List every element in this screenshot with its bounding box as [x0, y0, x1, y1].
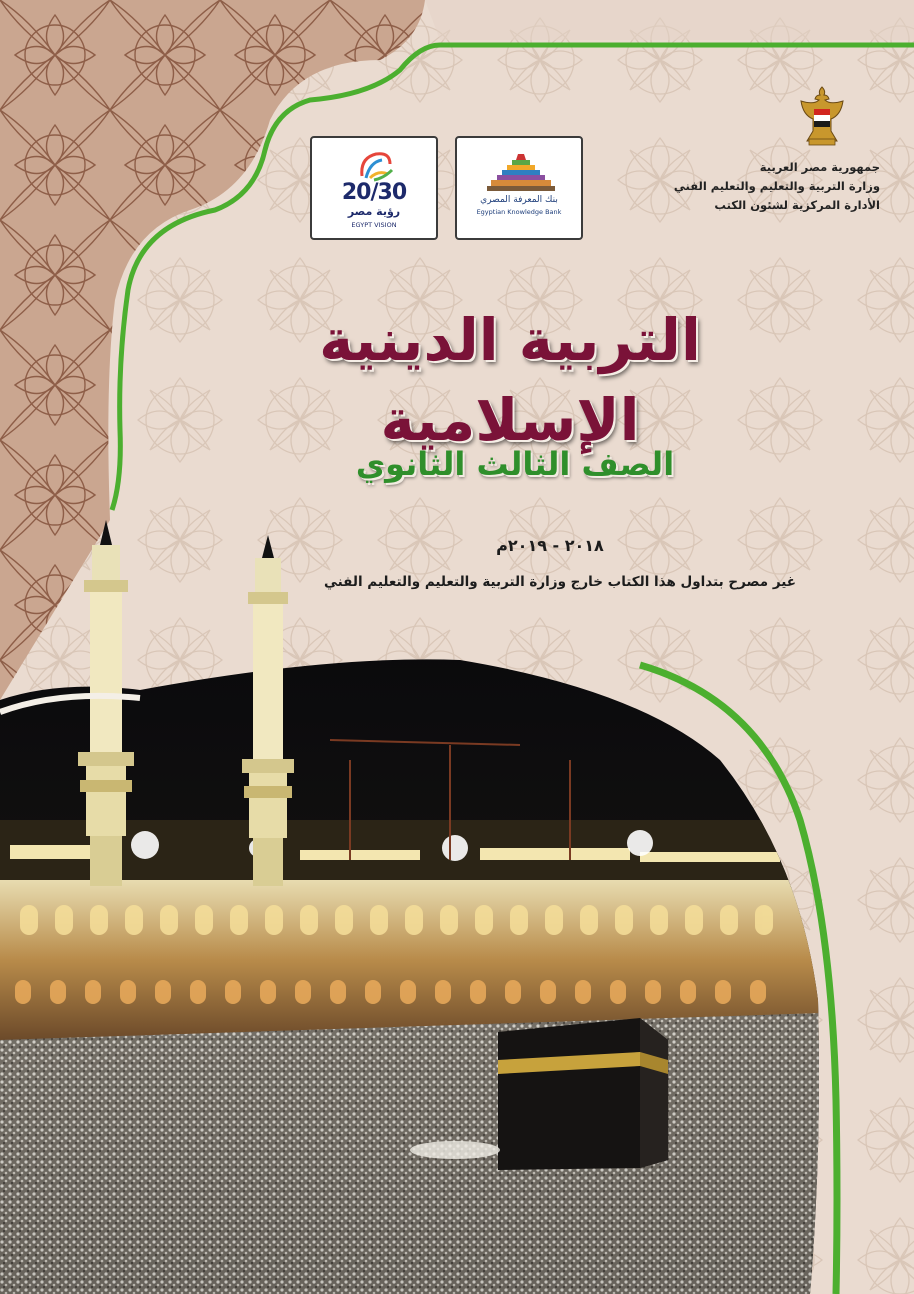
- knowledge-bank-logo: [455, 136, 583, 240]
- ministry-line-ministry: وزارة التربية والتعليم والتعليم الفني: [673, 179, 880, 193]
- vision-english: EGYPT VISION: [351, 221, 397, 229]
- books-stack-icon: [485, 152, 557, 194]
- vision-swirl-icon: [356, 148, 396, 182]
- ministry-line-department: الأدارة المركزية لشئون الكتب: [714, 198, 880, 212]
- knowledge-bank-english: Egyptian Knowledge Bank: [476, 208, 562, 216]
- ministry-header: [650, 158, 880, 215]
- academic-year: ٢٠١٨ - ٢٠١٩م: [496, 536, 604, 555]
- egypt-eagle-icon: [797, 85, 847, 147]
- vision-2030-logo: [310, 136, 438, 240]
- grade-level: الصف الثالث الثانوي: [355, 445, 675, 483]
- book-title: التربية الدينية الإسلامية: [319, 306, 701, 454]
- ministry-line-country: جمهورية مصر العربية: [759, 160, 880, 174]
- vision-arabic: رؤية مصر: [347, 205, 401, 218]
- vision-number: 20/30: [341, 180, 407, 205]
- knowledge-bank-arabic: بنك المعرفة المصري: [480, 195, 558, 205]
- distribution-notice: غير مصرح بتداول هذا الكتاب خارج وزارة التربية والتعليم والتعليم الفني: [324, 574, 796, 590]
